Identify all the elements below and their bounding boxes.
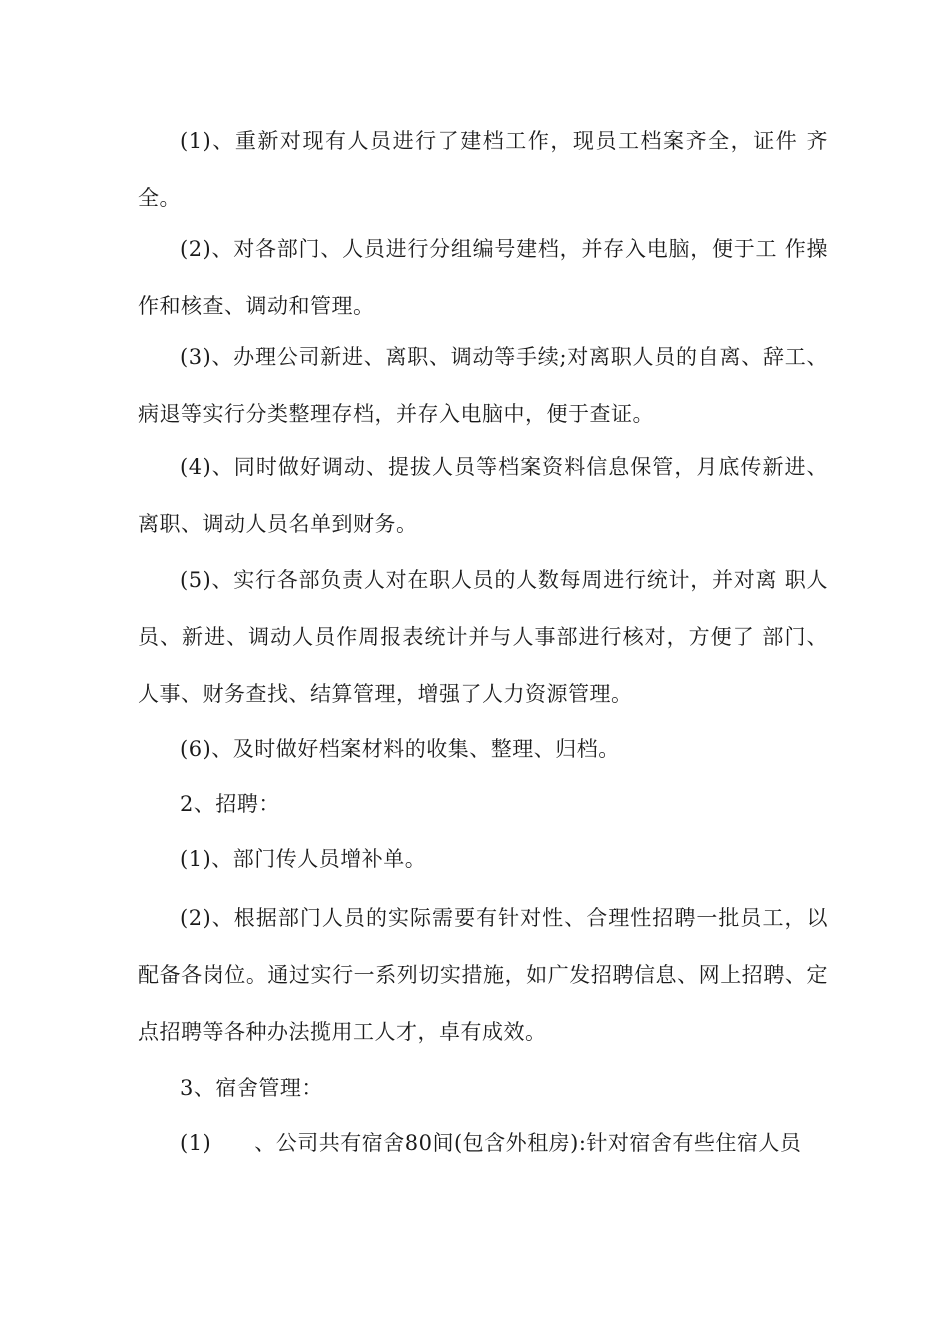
- paragraph-archive-6: (6)、及时做好档案材料的收集、整理、归档。: [180, 737, 620, 761]
- paragraph-recruitment-1: (1)、部门传人员增补单。: [180, 847, 427, 871]
- section-heading-dormitory: 3、宿舍管理：: [180, 1076, 323, 1100]
- paragraph-archive-2: (2)、对各部门、人员进行分组编号建档，并存入电脑，便于工 作操作和核查、调动和管理。: [138, 237, 828, 318]
- paragraph-archive-3: (3)、办理公司新进、离职、调动等手续;对离职人员的自离、辞工、病退等实行分类整理存档，并存入电脑中，便于查证。: [138, 345, 828, 426]
- paragraph-archive-5: (5)、实行各部负责人对在职人员的人数每周进行统计，并对离 职人员、新进、调动人员作周报表统计并与人事部进行核对，方便了 部门、人事、财务查找、结算管理，增强了人力资源管理。: [138, 568, 828, 706]
- paragraph-archive-4: (4)、同时做好调动、提拔人员等档案资料信息保管，月底传新进、离职、调动人员名单到财务。: [138, 455, 828, 536]
- paragraph-recruitment-2: (2)、根据部门人员的实际需要有针对性、合理性招聘一批员工，以配备各岗位。通过实行一系列切实措施，如广发招聘信息、网上招聘、定点招聘等各种办法揽用工人才，卓有成效。: [138, 906, 828, 1044]
- paragraph-archive-1: (1)、重新对现有人员进行了建档工作，现员工档案齐全，证件 齐全。: [138, 129, 828, 210]
- section-heading-recruitment: 2、招聘：: [180, 792, 280, 816]
- paragraph-dormitory-1: (1) 、公司共有宿舍80间(包含外租房):针对宿舍有些住宿人员: [180, 1131, 802, 1155]
